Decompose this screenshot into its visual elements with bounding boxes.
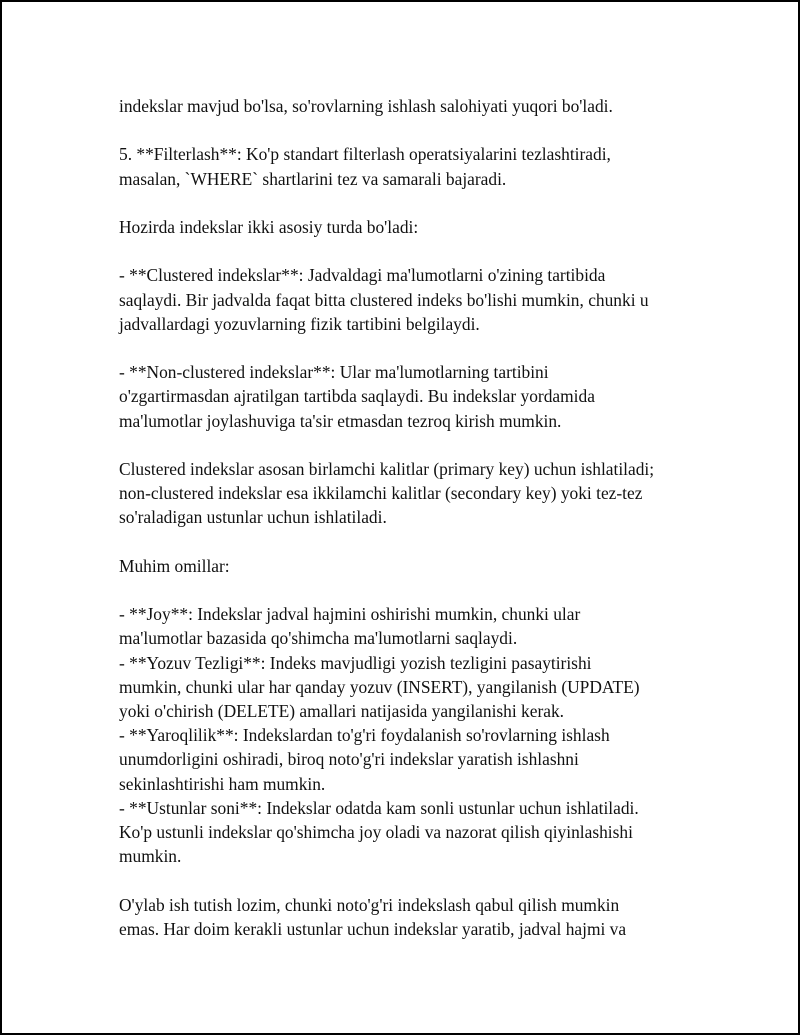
text-line: Clustered indekslar asosan birlamchi kalitlar (primary key) uchun ishlatiladi;: [119, 458, 655, 479]
paragraph-filterlash: [119, 142, 709, 190]
paragraph-factors-list: [119, 602, 709, 868]
text-line: - **Clustered indekslar**: Jadvaldagi ma'lumotlarni o'zining tartibida: [119, 265, 606, 286]
text-line: masalan, `WHERE` shartlarini tez va samarali bajaradi.: [119, 168, 507, 189]
text-line: Muhim omillar:: [119, 555, 230, 576]
text-line: o'zgartirmasdan ajratilgan tartibda saqlaydi. Bu indekslar yordamida: [119, 386, 595, 407]
text-line: so'raladigan ustunlar uchun ishlatiladi.: [119, 507, 387, 528]
text-line: mumkin.: [119, 846, 182, 867]
text-line: jadvallardagi yozuvlarning fizik tartibini belgilaydi.: [119, 313, 480, 334]
text-line: - **Ustunlar soni**: Indekslar odatda kam sonli ustunlar uchun ishlatiladi.: [119, 797, 639, 818]
paragraph-index-types-intro: [119, 215, 709, 239]
text-line: Hozirda indekslar ikki asosiy turda bo'ladi:: [119, 216, 419, 237]
paragraph-usage: [119, 457, 709, 530]
paragraph-factors-heading: [119, 554, 709, 578]
paragraph-clustered: [119, 263, 709, 336]
text-line: 5. **Filterlash**: Ko'p standart filterlash operatsiyalarini tezlashtiradi,: [119, 144, 611, 165]
document-body: [119, 94, 709, 941]
text-line: emas. Har doim kerakli ustunlar uchun indekslar yaratib, jadval hajmi va: [119, 918, 627, 939]
paragraph-intro-tail: [119, 94, 709, 118]
text-line: - **Yaroqlilik**: Indekslardan to'g'ri foydalanish so'rovlarning ishlash: [119, 725, 610, 746]
text-line: ma'lumotlar joylashuviga ta'sir etmasdan tezroq kirish mumkin.: [119, 410, 562, 431]
text-line: saqlaydi. Bir jadvalda faqat bitta clustered indeks bo'lishi mumkin, chunki u: [119, 289, 649, 310]
text-line: - **Non-clustered indekslar**: Ular ma'lumotlarning tartibini: [119, 362, 549, 383]
text-line: yoki o'chirish (DELETE) amallari natijasida yangilanishi kerak.: [119, 700, 565, 721]
text-line: mumkin, chunki ular har qanday yozuv (INSERT), yangilanish (UPDATE): [119, 676, 640, 697]
text-line: Ko'p ustunli indekslar qo'shimcha joy oladi va nazorat qilish qiyinlashishi: [119, 821, 633, 842]
text-line: non-clustered indekslar esa ikkilamchi kalitlar (secondary key) yoki tez-tez: [119, 483, 643, 504]
paragraph-conclusion: [119, 893, 709, 941]
text-line: sekinlashtirishi ham mumkin.: [119, 773, 326, 794]
text-line: ma'lumotlar bazasida qo'shimcha ma'lumotlarni saqlaydi.: [119, 628, 518, 649]
text-line: indekslar mavjud bo'lsa, so'rovlarning ishlash salohiyati yuqori bo'ladi.: [119, 96, 613, 116]
text-line: O'ylab ish tutish lozim, chunki noto'g'ri indekslash qabul qilish mumkin: [119, 894, 620, 915]
text-line: - **Joy**: Indekslar jadval hajmini oshirishi mumkin, chunki ular: [119, 604, 581, 625]
text-line: - **Yozuv Tezligi**: Indeks mavjudligi yozish tezligini pasaytirishi: [119, 652, 592, 673]
paragraph-non-clustered: [119, 360, 709, 433]
text-line: unumdorligini oshiradi, biroq noto'g'ri indekslar yaratish ishlashni: [119, 749, 579, 770]
